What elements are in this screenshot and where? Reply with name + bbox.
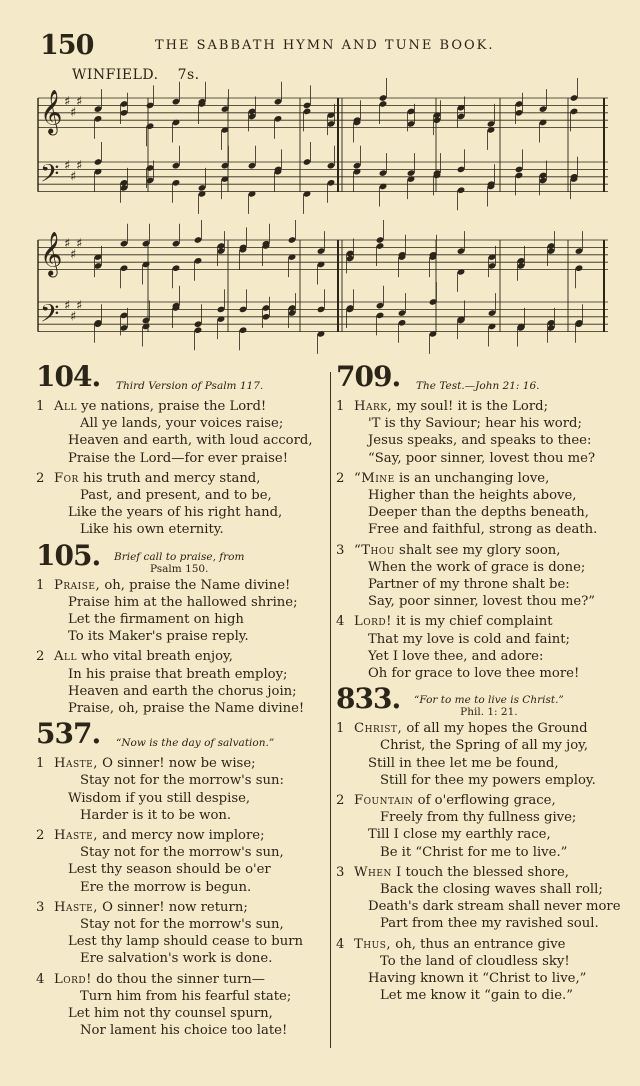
verse-line: Nor lament his choice too late! [80,1023,288,1039]
sharp-sign: ♯ [76,236,83,252]
hymn-title: “Now is the day of salvation.” [116,737,275,750]
page-number: 150 [40,30,94,61]
verse-line: That my love is cold and faint; [368,631,570,647]
verse-number: 4 [36,971,45,987]
verse-line: Let him not thy counsel spurn, [68,1006,273,1022]
verse-number: 2 [36,649,45,665]
verse-line: Deeper than the depths beneath, [368,505,589,521]
verse-line: Still for thee my powers employ. [380,772,596,788]
verse-line: Ere salvation's work is done. [80,951,273,967]
verse-line: Say, poor sinner, lovest thou me?” [368,594,596,610]
verse-number: 1 [336,721,345,737]
verse-line: Free and faithful, strong as death. [368,522,598,538]
verse-line: To the land of cloudless sky! [380,953,570,969]
verse-number: 2 [336,793,345,809]
stanza [36,648,328,717]
verse-line: All ye lands, your voices raise; [80,416,284,432]
stanza [36,470,328,539]
verse-number: 2 [336,470,345,486]
sharp-sign: ♯ [70,105,77,121]
stanza [336,542,612,611]
hymn-105 [36,538,328,718]
verse-number: 3 [36,899,45,915]
verse-line: Till I close my earthly race, [368,827,551,843]
verse-line: Like his own eternity. [80,522,224,538]
verse-line: Christ, the Spring of all my joy, [380,738,589,754]
stanza [36,971,328,1040]
verse-line: Haste, O sinner! now return; [54,899,248,915]
stanza [336,613,612,682]
verse-line: Higher than the heights above, [368,488,577,504]
verse-line: “Say, poor sinner, lovest thou me? [368,450,596,466]
verse-line: Still in thee let me be found, [368,755,559,771]
verse-line: Oh for grace to love thee more! [368,666,580,682]
verse-line: All ye nations, praise the Lord! [54,399,267,414]
stanza [336,936,612,1005]
hymn-number: 833. [336,682,401,716]
verse-line: Lest thy lamp should cease to burn [68,934,303,950]
right-column [336,360,621,1013]
verse-line: Thus, oh, thus an entrance give [354,936,566,952]
verse-line: When I touch the blessed shore, [354,864,569,880]
verse-line: Harder is it to be won. [80,807,232,823]
verse-line: Stay not for the morrow's sun, [80,845,284,861]
hymn-number: 105. [36,538,101,572]
verse-number: 3 [336,542,345,558]
music-score [0,0,640,360]
sharp-sign: ♯ [76,158,83,174]
stanza [336,720,612,789]
verse-line: Stay not for the morrow's sun: [80,773,284,789]
verse-line: Praise him at the hallowed shrine; [68,594,298,610]
sharp-sign: ♯ [64,298,71,314]
hymn-709 [336,360,612,682]
verse-line: Partner of my throne shalt be: [368,577,570,593]
verse-line: Hark, my soul! it is the Lord; [354,399,549,414]
column-divider [330,372,331,1048]
verse-line: Past, and present, and to be, [80,488,272,504]
verse-line: Praise, oh, praise the Name divine! [54,577,291,593]
verse-line: Turn him from his fearful state; [80,988,292,1004]
stanza [36,899,328,968]
stanza [336,792,612,861]
verse-line: In his praise that breath employ; [68,666,288,682]
verse-line: Be it “Christ for me to live.” [380,844,568,860]
tune-name: WINFIELD. [72,67,159,83]
verse-number: 2 [36,470,45,486]
sharp-sign: ♯ [70,169,77,185]
verse-line: Yet I love thee, and adore: [368,648,544,664]
verse-line: Heaven and earth the chorus join; [68,683,297,699]
verse-line: Praise the Lord—for ever praise! [68,450,289,466]
verse-line: Having known it “Christ to live,” [368,971,587,987]
verse-line: Haste, O sinner! now be wise; [54,756,256,772]
hymn-title: Brief call to praise, from Psalm 150. [114,550,245,575]
verse-line: Lord! do thou the sinner turn— [54,971,265,987]
verse-number: 1 [36,577,45,593]
verse-line: 'T is thy Saviour; hear his word; [368,416,582,432]
stanza [36,577,328,646]
hymn-104 [36,360,328,539]
sharp-sign: ♯ [70,309,77,325]
hymn-833 [336,682,621,1004]
hymn-title: The Test.—John 21: 16. [416,380,540,392]
hymn-title: Third Version of Psalm 117. [116,380,264,392]
verse-line: All who vital breath enjoy, [54,649,233,665]
verse-number: 4 [336,614,345,630]
stanza [36,398,328,467]
verse-line: Death's dark stream shall never more [368,899,621,915]
verse-number: 1 [36,399,45,414]
sharp-sign: ♯ [64,94,71,110]
verse-line: Heaven and earth, with loud accord, [68,433,313,449]
stanza [36,827,328,896]
hymn-number: 537. [36,717,101,751]
verse-line: Ere the morrow is begun. [80,879,252,895]
verse-line: Like the years of his right hand, [68,505,283,521]
verse-line: When the work of grace is done; [368,559,586,575]
left-column [36,360,328,1048]
hymn-537 [36,717,328,1039]
hymn-number: 104. [36,360,101,393]
verse-line: Freely from thy fullness give; [380,810,577,826]
stanza [336,470,612,539]
stanza [336,864,621,933]
verse-line: To its Maker's praise reply. [68,629,249,645]
running-title: THE SABBATH HYMN AND TUNE BOOK. [155,38,495,53]
verse-line: Let the firmament on high [68,612,244,628]
sharp-sign: ♯ [76,298,83,314]
bass-clef: 𝄢 [40,159,60,195]
verse-line: Haste, and mercy now implore; [54,828,265,844]
tune-meter: 7s. [177,67,200,83]
verse-line: “Mine is an unchanging love, [354,470,550,486]
verse-line: Lest thy season should be o'er [68,862,271,878]
verse-line: For his truth and mercy stand, [54,470,261,486]
verse-line: Let me know it “gain to die.” [380,988,573,1004]
verse-number: 1 [336,399,345,414]
verse-line: Stay not for the morrow's sun, [80,917,284,933]
sharp-sign: ♯ [64,158,71,174]
sharp-sign: ♯ [70,247,77,263]
verse-line: Wisdom if you still despise, [68,790,251,806]
verse-line: Fountain of o'erflowing grace, [354,793,556,809]
verse-line: Praise, oh, praise the Name divine! [68,701,305,717]
bass-clef: 𝄢 [40,299,60,335]
stanza [336,398,612,467]
verse-line: Back the closing waves shall roll; [380,882,603,898]
hymn-title: “For to me to live is Christ.” Phil. 1: 21. [414,694,564,719]
sharp-sign: ♯ [64,236,71,252]
hymn-number: 709. [336,360,401,393]
verse-number: 2 [36,828,45,844]
verse-line: Lord! it is my chief complaint [354,614,553,630]
verse-number: 3 [336,864,345,880]
verse-line: “Thou shalt see my glory soon, [354,542,561,558]
verse-line: Jesus speaks, and speaks to thee: [368,433,592,449]
stanza [36,755,328,824]
treble-clef: 𝄞 [40,89,63,134]
sharp-sign: ♯ [76,94,83,110]
verse-line: Part from thee my ravished soul. [380,916,599,932]
verse-number: 4 [336,936,345,952]
verse-number: 1 [36,756,45,772]
treble-clef: 𝄞 [40,231,63,276]
verse-line: Christ, of all my hopes the Ground [354,721,588,737]
